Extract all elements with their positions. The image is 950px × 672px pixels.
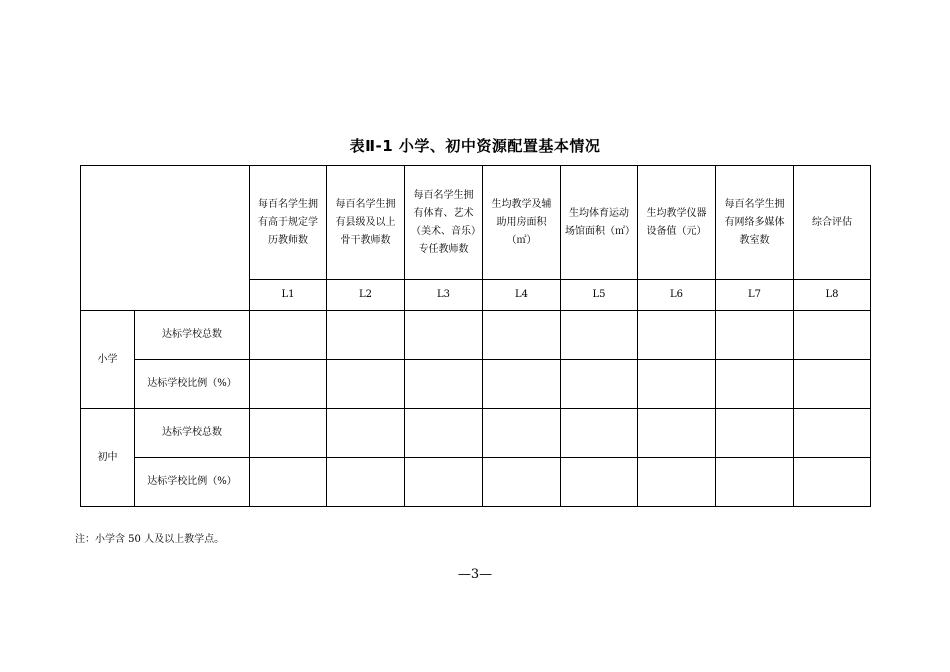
column-code: L3 bbox=[405, 280, 483, 311]
data-cell bbox=[561, 360, 638, 409]
column-code: L6 bbox=[638, 280, 716, 311]
column-code: L2 bbox=[327, 280, 405, 311]
data-cell bbox=[638, 360, 716, 409]
table-title: 表Ⅱ-1 小学、初中资源配置基本情况 bbox=[349, 137, 601, 155]
data-cell bbox=[405, 458, 483, 507]
data-cell bbox=[327, 360, 405, 409]
data-cell bbox=[327, 409, 405, 458]
data-cell bbox=[794, 409, 871, 458]
column-header: 每百名学生拥有县级及以上骨干教师数 bbox=[327, 166, 405, 280]
data-cell bbox=[638, 458, 716, 507]
column-code: L1 bbox=[250, 280, 327, 311]
data-cell bbox=[405, 311, 483, 360]
resource-table bbox=[80, 165, 871, 507]
page-number: —3— bbox=[457, 567, 493, 582]
data-cell bbox=[638, 409, 716, 458]
group-label-primary: 小学 bbox=[81, 311, 135, 409]
data-cell bbox=[250, 458, 327, 507]
column-header: 每百名学生拥有网络多媒体教室数 bbox=[716, 166, 794, 280]
data-cell bbox=[483, 360, 561, 409]
row-label: 达标学校总数 bbox=[135, 409, 250, 458]
column-code: L7 bbox=[716, 280, 794, 311]
row-label: 达标学校比例（%） bbox=[135, 458, 250, 507]
column-code: L8 bbox=[794, 280, 871, 311]
data-cell bbox=[405, 409, 483, 458]
data-cell bbox=[794, 311, 871, 360]
row-label: 达标学校总数 bbox=[135, 311, 250, 360]
corner-cell bbox=[81, 166, 250, 311]
data-cell bbox=[250, 409, 327, 458]
column-header: 每百名学生拥有高于规定学历教师数 bbox=[250, 166, 327, 280]
column-header: 每百名学生拥有体育、艺术（美术、音乐）专任教师数 bbox=[405, 166, 483, 280]
data-cell bbox=[483, 458, 561, 507]
column-code: L4 bbox=[483, 280, 561, 311]
data-cell bbox=[794, 360, 871, 409]
data-cell bbox=[561, 409, 638, 458]
data-cell bbox=[638, 311, 716, 360]
data-cell bbox=[716, 409, 794, 458]
column-header: 生均体育运动场馆面积（㎡） bbox=[561, 166, 638, 280]
column-code: L5 bbox=[561, 280, 638, 311]
column-header: 生均教学及辅助用房面积（㎡） bbox=[483, 166, 561, 280]
data-cell bbox=[561, 311, 638, 360]
data-cell bbox=[561, 458, 638, 507]
row-label: 达标学校比例（%） bbox=[135, 360, 250, 409]
data-cell bbox=[716, 360, 794, 409]
data-cell bbox=[716, 458, 794, 507]
data-cell bbox=[794, 458, 871, 507]
data-cell bbox=[250, 360, 327, 409]
data-cell bbox=[716, 311, 794, 360]
data-cell bbox=[483, 311, 561, 360]
data-cell bbox=[327, 458, 405, 507]
data-cell bbox=[405, 360, 483, 409]
data-cell bbox=[327, 311, 405, 360]
column-header: 综合评估 bbox=[794, 166, 871, 280]
data-cell bbox=[250, 311, 327, 360]
column-header: 生均教学仪器设备值（元） bbox=[638, 166, 716, 280]
footnote: 注：小学含 50 人及以上教学点。 bbox=[75, 534, 225, 545]
data-cell bbox=[483, 409, 561, 458]
group-label-junior: 初中 bbox=[81, 409, 135, 507]
